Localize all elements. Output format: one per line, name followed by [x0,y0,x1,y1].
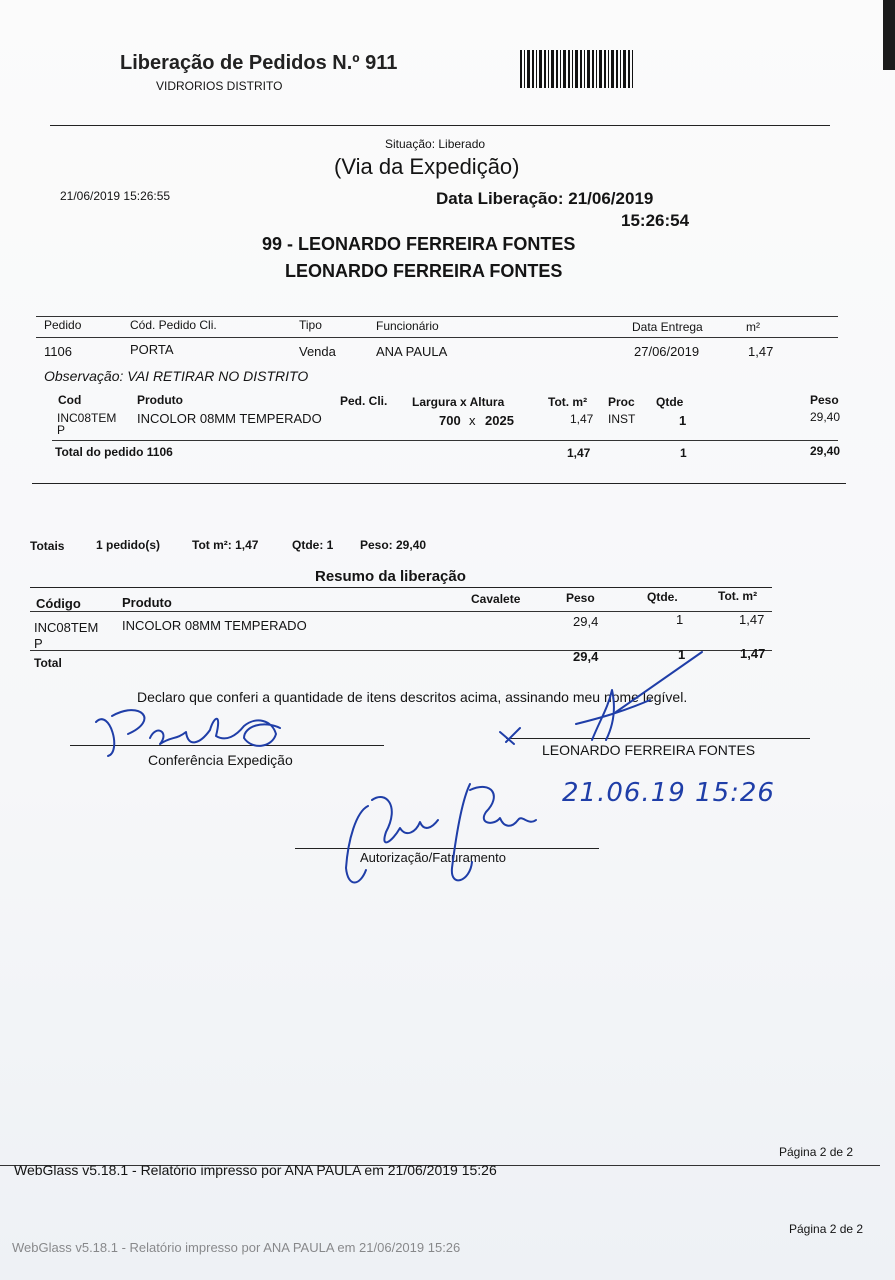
item-height: 2025 [485,413,514,428]
summary-weight: 29,4 [573,614,599,629]
print-datetime: 21/06/2019 15:26:55 [60,189,171,203]
summary-total-tot-m2: 1,47 [740,646,766,661]
order-total-label: Total do pedido 1106 [55,445,173,459]
item-dim-separator: x [469,413,476,428]
client-code-name: 99 - LEONARDO FERREIRA FONTES [262,234,576,254]
copy-type: (Via da Expedição) [334,154,520,179]
totals-label: Totais [30,539,65,553]
summary-header-produto: Produto [122,595,172,610]
summary-header-tot-m2: Tot. m² [718,589,758,603]
order-total-quantity: 1 [680,446,687,460]
authorization-label: Autorização/Faturamento [360,850,506,865]
client-signature-name: LEONARDO FERREIRA FONTES [542,742,756,758]
summary-title: Resumo da liberação [315,568,466,585]
order-delivery-date: 27/06/2019 [634,344,700,359]
order-total-weight: 29,40 [810,444,841,458]
order-client-code: PORTA [130,342,174,357]
summary-total-weight: 29,4 [573,649,599,664]
item-product: INCOLOR 08MM TEMPERADO [137,411,322,426]
order-employee: ANA PAULA [376,344,448,359]
col-header-data-entrega: Data Entrega [632,320,703,334]
order-type: Venda [299,344,336,359]
summary-header-codigo: Código [36,596,81,611]
col-header-tipo: Tipo [299,318,322,332]
item-tot-m2: 1,47 [570,412,594,426]
totals-orders: 1 pedido(s) [96,538,161,552]
order-number: 1106 [44,344,72,359]
item-header-proc: Proc [608,395,635,409]
order-total-m2: 1,47 [567,446,591,460]
summary-total-label: Total [34,656,62,670]
totals-weight: Peso: 29,40 [360,538,427,552]
item-header-cod: Cod [58,393,82,407]
item-code-wrap: P [57,423,66,437]
item-header-qtde: Qtde [656,395,684,409]
client-name: LEONARDO FERREIRA FONTES [285,261,563,281]
summary-header-cavalete: Cavalete [471,592,521,606]
release-time: 15:26:54 [621,211,690,230]
footer-page-number: Página 2 de 2 [779,1145,854,1159]
summary-tot-m2: 1,47 [739,612,765,627]
item-process: INST [608,412,636,426]
release-date: Data Liberação: 21/06/2019 [436,189,654,208]
bleed-report-info: WebGlass v5.18.1 - Relatório impresso por ANA PAULA em 21/06/2019 15:26 [12,1240,461,1255]
totals-quantity: Qtde: 1 [292,538,334,552]
item-header-produto: Produto [137,393,183,407]
order-m2: 1,47 [748,344,774,359]
col-header-pedido: Pedido [44,318,82,332]
company-name: VIDRORIOS DISTRITO [156,79,283,93]
item-code: INC08TEM [57,411,117,425]
totals-m2: Tot m²: 1,47 [192,538,259,552]
summary-header-qtde: Qtde. [647,590,678,604]
order-observation: Observação: VAI RETIRAR NO DISTRITO [44,368,309,384]
col-header-funcionario: Funcionário [376,319,439,333]
summary-code: INC08TEM [34,620,99,635]
item-quantity: 1 [679,413,687,428]
conference-label: Conferência Expedição [148,752,293,768]
item-header-largura-altura: Largura x Altura [412,395,505,409]
item-header-tot-m2: Tot. m² [548,395,588,409]
document-title: Liberação de Pedidos N.º 911 [120,52,398,74]
bleed-page-number: Página 2 de 2 [789,1222,864,1236]
item-header-peso: Peso [810,393,839,407]
item-weight: 29,40 [810,410,841,424]
item-header-ped-cli: Ped. Cli. [340,394,388,408]
summary-total-quantity: 1 [678,647,686,662]
summary-header-peso: Peso [566,591,595,605]
col-header-m2: m² [746,320,760,334]
item-width: 700 [439,413,461,428]
situation-status: Situação: Liberado [385,137,486,151]
footer-report-info: WebGlass v5.18.1 - Relatório impresso por ANA PAULA em 21/06/2019 15:26 [14,1162,497,1178]
summary-code-wrap: P [34,636,43,651]
summary-quantity: 1 [676,612,684,627]
declaration-text: Declaro que conferi a quantidade de itens descritos acima, assinando meu nome legível. [137,689,688,705]
handwritten-date: 21.06.19 15:26 [562,778,775,808]
summary-product: INCOLOR 08MM TEMPERADO [122,618,307,633]
col-header-cod-cli: Cód. Pedido Cli. [130,318,217,332]
